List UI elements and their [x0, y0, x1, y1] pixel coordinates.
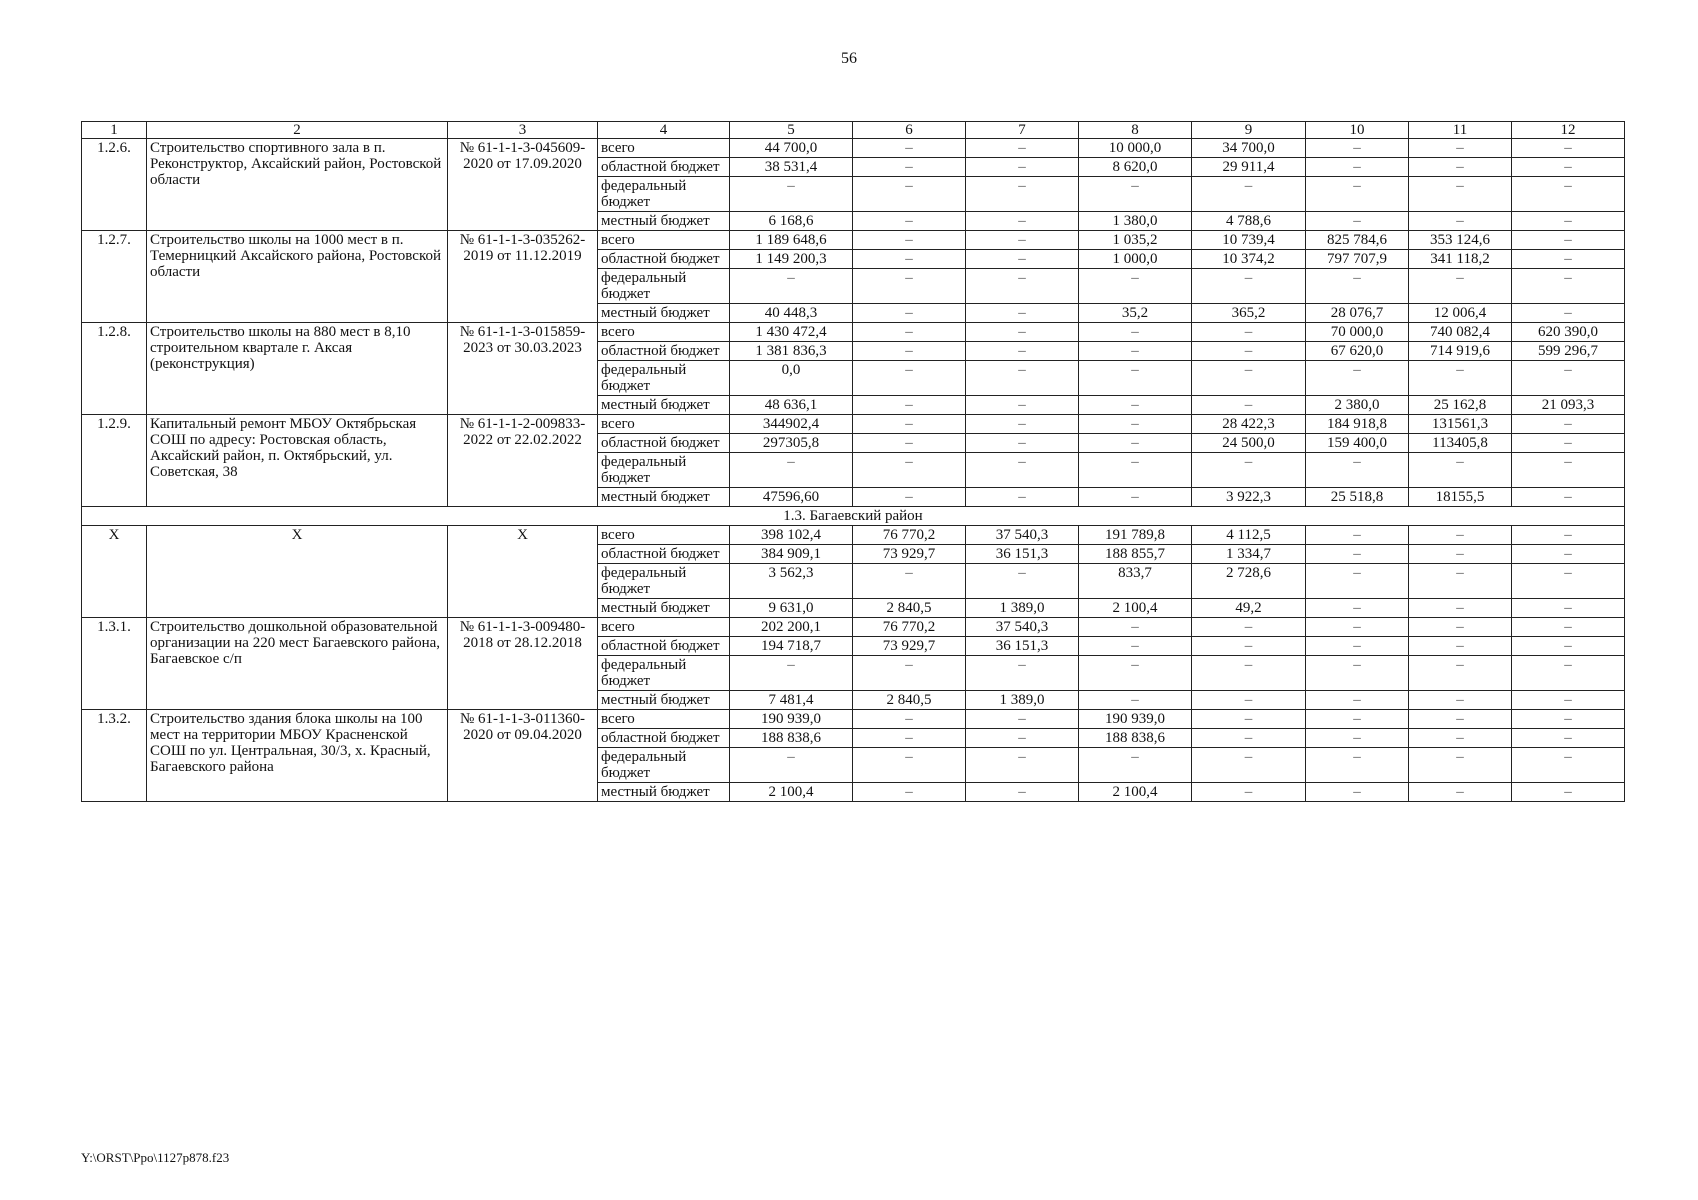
amount-cell: –: [1512, 361, 1625, 396]
amount-cell: –: [853, 323, 966, 342]
amount-cell: 7 481,4: [730, 691, 853, 710]
amount-cell: –: [1079, 618, 1192, 637]
amount-cell: –: [1512, 729, 1625, 748]
amount-cell: –: [853, 488, 966, 507]
item-number: 1.2.9.: [82, 415, 147, 507]
amount-cell: –: [1512, 212, 1625, 231]
amount-cell: 10 000,0: [1079, 139, 1192, 158]
amount-cell: –: [1306, 618, 1409, 637]
amount-cell: –: [1512, 453, 1625, 488]
item-number: X: [82, 526, 147, 618]
amount-cell: –: [853, 729, 966, 748]
amount-cell: –: [1512, 545, 1625, 564]
item-document: X: [448, 526, 598, 618]
amount-cell: 28 076,7: [1306, 304, 1409, 323]
amount-cell: –: [1512, 599, 1625, 618]
item-number: 1.2.6.: [82, 139, 147, 231]
amount-cell: 4 788,6: [1192, 212, 1306, 231]
amount-cell: –: [853, 415, 966, 434]
amount-cell: –: [966, 139, 1079, 158]
amount-cell: 35,2: [1079, 304, 1192, 323]
amount-cell: –: [853, 231, 966, 250]
amount-cell: –: [1079, 177, 1192, 212]
amount-cell: 1 430 472,4: [730, 323, 853, 342]
amount-cell: –: [1079, 342, 1192, 361]
amount-cell: –: [1409, 656, 1512, 691]
amount-cell: –: [853, 212, 966, 231]
amount-cell: –: [966, 748, 1079, 783]
col-header: 2: [147, 122, 448, 139]
amount-cell: –: [1306, 710, 1409, 729]
amount-cell: 2 100,4: [1079, 599, 1192, 618]
amount-cell: –: [853, 250, 966, 269]
amount-cell: 344902,4: [730, 415, 853, 434]
amount-cell: –: [730, 656, 853, 691]
amount-cell: 73 929,7: [853, 637, 966, 656]
item-name: Строительство спортивного зала в п. Реконструктор, Аксайский район, Ростовской области: [147, 139, 448, 231]
amount-cell: –: [966, 250, 1079, 269]
funding-source: областной бюджет: [598, 342, 730, 361]
amount-cell: –: [1192, 748, 1306, 783]
funding-source: всего: [598, 231, 730, 250]
col-header: 6: [853, 122, 966, 139]
amount-cell: 2 100,4: [730, 783, 853, 802]
amount-cell: –: [1409, 158, 1512, 177]
amount-cell: –: [1079, 396, 1192, 415]
amount-cell: –: [730, 453, 853, 488]
amount-cell: –: [1409, 269, 1512, 304]
col-header: 12: [1512, 122, 1625, 139]
funding-source: федеральный бюджет: [598, 748, 730, 783]
amount-cell: –: [1409, 212, 1512, 231]
amount-cell: –: [1306, 564, 1409, 599]
amount-cell: 28 422,3: [1192, 415, 1306, 434]
amount-cell: –: [1306, 656, 1409, 691]
amount-cell: 76 770,2: [853, 618, 966, 637]
funding-source: местный бюджет: [598, 488, 730, 507]
amount-cell: –: [1192, 618, 1306, 637]
amount-cell: 353 124,6: [1409, 231, 1512, 250]
amount-cell: –: [1512, 434, 1625, 453]
funding-source: федеральный бюджет: [598, 564, 730, 599]
item-number: 1.3.2.: [82, 710, 147, 802]
amount-cell: 194 718,7: [730, 637, 853, 656]
amount-cell: –: [1192, 691, 1306, 710]
amount-cell: –: [853, 139, 966, 158]
col-header: 10: [1306, 122, 1409, 139]
amount-cell: –: [966, 656, 1079, 691]
col-header: 5: [730, 122, 853, 139]
amount-cell: –: [1409, 729, 1512, 748]
amount-cell: –: [853, 748, 966, 783]
amount-cell: 184 918,8: [1306, 415, 1409, 434]
amount-cell: 0,0: [730, 361, 853, 396]
amount-cell: –: [1192, 710, 1306, 729]
amount-cell: –: [1192, 177, 1306, 212]
amount-cell: 1 389,0: [966, 599, 1079, 618]
amount-cell: –: [966, 323, 1079, 342]
amount-cell: 76 770,2: [853, 526, 966, 545]
amount-cell: –: [1079, 656, 1192, 691]
amount-cell: 40 448,3: [730, 304, 853, 323]
amount-cell: 131561,3: [1409, 415, 1512, 434]
amount-cell: –: [966, 304, 1079, 323]
amount-cell: –: [1306, 158, 1409, 177]
amount-cell: –: [1512, 637, 1625, 656]
amount-cell: 1 380,0: [1079, 212, 1192, 231]
amount-cell: 36 151,3: [966, 637, 1079, 656]
amount-cell: –: [966, 361, 1079, 396]
amount-cell: –: [1409, 526, 1512, 545]
item-name: Строительство школы на 1000 мест в п. Темерницкий Аксайского района, Ростовской области: [147, 231, 448, 323]
amount-cell: –: [1079, 637, 1192, 656]
amount-cell: 73 929,7: [853, 545, 966, 564]
amount-cell: –: [1306, 729, 1409, 748]
amount-cell: –: [1306, 599, 1409, 618]
amount-cell: 191 789,8: [1079, 526, 1192, 545]
amount-cell: 21 093,3: [1512, 396, 1625, 415]
funding-source: всего: [598, 526, 730, 545]
amount-cell: –: [1192, 269, 1306, 304]
table-row: [82, 231, 1625, 250]
amount-cell: 25 162,8: [1409, 396, 1512, 415]
amount-cell: –: [1306, 526, 1409, 545]
amount-cell: 2 728,6: [1192, 564, 1306, 599]
amount-cell: –: [853, 656, 966, 691]
item-document: № 61-1-1-3-009480-2018 от 28.12.2018: [448, 618, 598, 710]
amount-cell: –: [966, 453, 1079, 488]
amount-cell: –: [1079, 453, 1192, 488]
amount-cell: –: [966, 269, 1079, 304]
amount-cell: –: [1192, 637, 1306, 656]
amount-cell: –: [966, 158, 1079, 177]
funding-source: федеральный бюджет: [598, 177, 730, 212]
amount-cell: 714 919,6: [1409, 342, 1512, 361]
funding-source: областной бюджет: [598, 434, 730, 453]
amount-cell: 10 739,4: [1192, 231, 1306, 250]
amount-cell: –: [966, 177, 1079, 212]
amount-cell: –: [1306, 637, 1409, 656]
amount-cell: 188 855,7: [1079, 545, 1192, 564]
item-number: 1.2.7.: [82, 231, 147, 323]
funding-source: местный бюджет: [598, 783, 730, 802]
amount-cell: –: [966, 231, 1079, 250]
amount-cell: –: [853, 453, 966, 488]
amount-cell: 833,7: [1079, 564, 1192, 599]
amount-cell: –: [853, 783, 966, 802]
col-header: 7: [966, 122, 1079, 139]
amount-cell: 2 840,5: [853, 599, 966, 618]
file-path-footer: Y:\ORST\Ppo\1127p878.f23: [81, 1150, 230, 1165]
amount-cell: –: [1512, 783, 1625, 802]
amount-cell: –: [1192, 729, 1306, 748]
funding-source: всего: [598, 139, 730, 158]
table-row: [82, 323, 1625, 342]
amount-cell: –: [1306, 783, 1409, 802]
item-document: № 61-1-1-3-045609-2020 от 17.09.2020: [448, 139, 598, 231]
amount-cell: 36 151,3: [966, 545, 1079, 564]
item-number: 1.2.8.: [82, 323, 147, 415]
amount-cell: –: [966, 434, 1079, 453]
amount-cell: –: [1306, 361, 1409, 396]
amount-cell: 2 100,4: [1079, 783, 1192, 802]
amount-cell: 297305,8: [730, 434, 853, 453]
funding-source: всего: [598, 618, 730, 637]
amount-cell: –: [966, 783, 1079, 802]
funding-source: местный бюджет: [598, 304, 730, 323]
item-name: Капитальный ремонт МБОУ Октябрьская СОШ по адресу: Ростовская область, Аксайский район, п. Октябрьский, ул. Советская, 38: [147, 415, 448, 507]
amount-cell: 37 540,3: [966, 618, 1079, 637]
table-row: [82, 526, 1625, 545]
amount-cell: –: [1512, 691, 1625, 710]
amount-cell: 12 006,4: [1409, 304, 1512, 323]
amount-cell: –: [1512, 177, 1625, 212]
amount-cell: –: [1512, 618, 1625, 637]
amount-cell: 188 838,6: [1079, 729, 1192, 748]
amount-cell: 67 620,0: [1306, 342, 1409, 361]
amount-cell: 48 636,1: [730, 396, 853, 415]
funding-source: всего: [598, 415, 730, 434]
amount-cell: 159 400,0: [1306, 434, 1409, 453]
amount-cell: –: [1512, 748, 1625, 783]
amount-cell: 384 909,1: [730, 545, 853, 564]
funding-source: всего: [598, 710, 730, 729]
table-row: [82, 710, 1625, 729]
amount-cell: –: [1512, 158, 1625, 177]
item-name: Строительство дошкольной образовательной организации на 220 мест Багаевского района, Багаевское с/п: [147, 618, 448, 710]
col-header: 8: [1079, 122, 1192, 139]
amount-cell: 6 168,6: [730, 212, 853, 231]
amount-cell: –: [1079, 434, 1192, 453]
amount-cell: –: [1512, 488, 1625, 507]
item-document: № 61-1-1-2-009833-2022 от 22.02.2022: [448, 415, 598, 507]
col-header: 11: [1409, 122, 1512, 139]
amount-cell: 202 200,1: [730, 618, 853, 637]
funding-source: областной бюджет: [598, 545, 730, 564]
amount-cell: –: [1306, 691, 1409, 710]
amount-cell: –: [1512, 250, 1625, 269]
amount-cell: –: [1512, 526, 1625, 545]
funding-source: федеральный бюджет: [598, 453, 730, 488]
amount-cell: –: [1306, 453, 1409, 488]
amount-cell: 1 389,0: [966, 691, 1079, 710]
page-number: 56: [841, 50, 857, 67]
amount-cell: –: [1306, 748, 1409, 783]
amount-cell: –: [1409, 564, 1512, 599]
amount-cell: –: [730, 177, 853, 212]
financing-table: [81, 121, 1625, 802]
funding-source: областной бюджет: [598, 158, 730, 177]
amount-cell: –: [1409, 177, 1512, 212]
amount-cell: –: [1079, 269, 1192, 304]
amount-cell: –: [966, 342, 1079, 361]
funding-source: местный бюджет: [598, 396, 730, 415]
amount-cell: 1 000,0: [1079, 250, 1192, 269]
amount-cell: –: [853, 158, 966, 177]
amount-cell: –: [1192, 453, 1306, 488]
amount-cell: –: [853, 342, 966, 361]
funding-source: областной бюджет: [598, 250, 730, 269]
amount-cell: –: [853, 304, 966, 323]
amount-cell: 190 939,0: [730, 710, 853, 729]
item-name: Строительство здания блока школы на 100 мест на территории МБОУ Красненской СОШ по ул. Центральная, 30/3, х. Красный, Багаевского района: [147, 710, 448, 802]
amount-cell: 1 334,7: [1192, 545, 1306, 564]
amount-cell: –: [1512, 564, 1625, 599]
amount-cell: 34 700,0: [1192, 139, 1306, 158]
section-row: [82, 507, 1625, 526]
amount-cell: –: [1409, 710, 1512, 729]
table-row: [82, 618, 1625, 637]
item-number: 1.3.1.: [82, 618, 147, 710]
item-document: № 61-1-1-3-011360-2020 от 09.04.2020: [448, 710, 598, 802]
amount-cell: –: [1512, 656, 1625, 691]
amount-cell: –: [966, 729, 1079, 748]
item-document: № 61-1-1-3-015859-2023 от 30.03.2023: [448, 323, 598, 415]
amount-cell: 24 500,0: [1192, 434, 1306, 453]
amount-cell: –: [966, 564, 1079, 599]
amount-cell: 2 380,0: [1306, 396, 1409, 415]
amount-cell: –: [1409, 139, 1512, 158]
amount-cell: –: [853, 710, 966, 729]
amount-cell: –: [853, 434, 966, 453]
amount-cell: 1 189 648,6: [730, 231, 853, 250]
amount-cell: 341 118,2: [1409, 250, 1512, 269]
amount-cell: –: [1079, 361, 1192, 396]
amount-cell: 1 381 836,3: [730, 342, 853, 361]
col-header: 9: [1192, 122, 1306, 139]
amount-cell: –: [1512, 710, 1625, 729]
amount-cell: –: [966, 212, 1079, 231]
amount-cell: –: [1306, 177, 1409, 212]
amount-cell: –: [1079, 488, 1192, 507]
funding-source: федеральный бюджет: [598, 269, 730, 304]
amount-cell: –: [1306, 545, 1409, 564]
funding-source: федеральный бюджет: [598, 656, 730, 691]
col-header: 3: [448, 122, 598, 139]
amount-cell: –: [1192, 342, 1306, 361]
amount-cell: –: [1512, 304, 1625, 323]
amount-cell: 190 939,0: [1079, 710, 1192, 729]
col-header: 4: [598, 122, 730, 139]
amount-cell: –: [1306, 269, 1409, 304]
amount-cell: 4 112,5: [1192, 526, 1306, 545]
amount-cell: 1 149 200,3: [730, 250, 853, 269]
amount-cell: –: [1192, 323, 1306, 342]
table-row: [82, 415, 1625, 434]
amount-cell: –: [853, 177, 966, 212]
amount-cell: –: [853, 361, 966, 396]
amount-cell: –: [1192, 656, 1306, 691]
amount-cell: 47596,60: [730, 488, 853, 507]
funding-source: местный бюджет: [598, 212, 730, 231]
amount-cell: 3 562,3: [730, 564, 853, 599]
amount-cell: 44 700,0: [730, 139, 853, 158]
column-number-row: [82, 122, 1625, 139]
funding-source: местный бюджет: [598, 599, 730, 618]
amount-cell: –: [1079, 415, 1192, 434]
amount-cell: –: [1409, 783, 1512, 802]
amount-cell: –: [1512, 231, 1625, 250]
amount-cell: –: [1409, 599, 1512, 618]
amount-cell: –: [1512, 139, 1625, 158]
funding-source: областной бюджет: [598, 637, 730, 656]
amount-cell: –: [966, 396, 1079, 415]
amount-cell: 25 518,8: [1306, 488, 1409, 507]
amount-cell: 797 707,9: [1306, 250, 1409, 269]
amount-cell: 49,2: [1192, 599, 1306, 618]
amount-cell: 18155,5: [1409, 488, 1512, 507]
item-name: Строительство школы на 880 мест в 8,10 строительном квартале г. Аксая (реконструкция): [147, 323, 448, 415]
amount-cell: –: [1192, 361, 1306, 396]
amount-cell: –: [966, 710, 1079, 729]
amount-cell: 1 035,2: [1079, 231, 1192, 250]
funding-source: всего: [598, 323, 730, 342]
amount-cell: –: [1306, 212, 1409, 231]
funding-source: федеральный бюджет: [598, 361, 730, 396]
amount-cell: 8 620,0: [1079, 158, 1192, 177]
amount-cell: –: [853, 396, 966, 415]
amount-cell: 365,2: [1192, 304, 1306, 323]
amount-cell: –: [966, 415, 1079, 434]
amount-cell: 38 531,4: [730, 158, 853, 177]
section-title: 1.3. Багаевский район: [82, 507, 1625, 526]
amount-cell: –: [1409, 618, 1512, 637]
amount-cell: –: [1409, 748, 1512, 783]
amount-cell: –: [1409, 361, 1512, 396]
amount-cell: –: [1079, 323, 1192, 342]
table-row: [82, 139, 1625, 158]
amount-cell: –: [1409, 545, 1512, 564]
amount-cell: 599 296,7: [1512, 342, 1625, 361]
item-name: X: [147, 526, 448, 618]
item-document: № 61-1-1-3-035262-2019 от 11.12.2019: [448, 231, 598, 323]
amount-cell: 29 911,4: [1192, 158, 1306, 177]
amount-cell: –: [1192, 396, 1306, 415]
amount-cell: 2 840,5: [853, 691, 966, 710]
amount-cell: –: [1192, 783, 1306, 802]
amount-cell: 70 000,0: [1306, 323, 1409, 342]
table-body: [82, 139, 1625, 802]
amount-cell: 740 082,4: [1409, 323, 1512, 342]
amount-cell: –: [853, 269, 966, 304]
amount-cell: 9 631,0: [730, 599, 853, 618]
amount-cell: –: [1079, 691, 1192, 710]
amount-cell: –: [1409, 691, 1512, 710]
amount-cell: –: [730, 748, 853, 783]
funding-source: местный бюджет: [598, 691, 730, 710]
amount-cell: –: [1306, 139, 1409, 158]
funding-source: областной бюджет: [598, 729, 730, 748]
amount-cell: 398 102,4: [730, 526, 853, 545]
amount-cell: –: [853, 564, 966, 599]
amount-cell: –: [1409, 453, 1512, 488]
amount-cell: –: [1512, 269, 1625, 304]
amount-cell: 620 390,0: [1512, 323, 1625, 342]
amount-cell: 3 922,3: [1192, 488, 1306, 507]
amount-cell: 10 374,2: [1192, 250, 1306, 269]
amount-cell: 37 540,3: [966, 526, 1079, 545]
amount-cell: –: [730, 269, 853, 304]
amount-cell: –: [1079, 748, 1192, 783]
col-header: 1: [82, 122, 147, 139]
amount-cell: 825 784,6: [1306, 231, 1409, 250]
amount-cell: –: [1512, 415, 1625, 434]
amount-cell: 113405,8: [1409, 434, 1512, 453]
amount-cell: –: [966, 488, 1079, 507]
amount-cell: 188 838,6: [730, 729, 853, 748]
amount-cell: –: [1409, 637, 1512, 656]
